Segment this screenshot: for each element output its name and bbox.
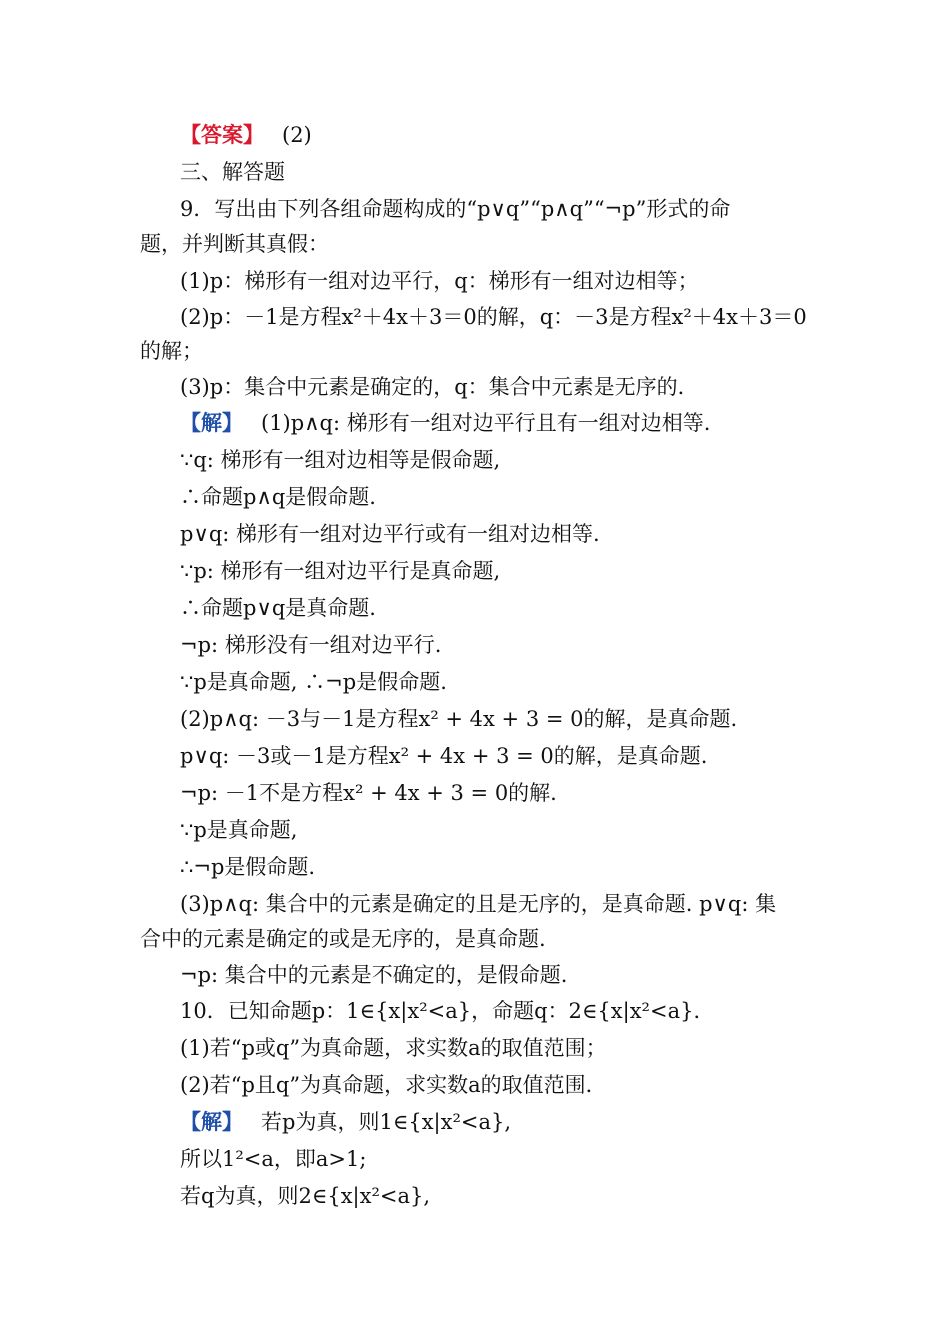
answer-line [180,120,860,150]
q9-solution-line: p∨q: 梯形有一组对边平行或有一组对边相等. [180,522,600,546]
q9-solution-line: 合中的元素是确定的或是无序的，是真命题. [140,927,546,951]
q10-stem: 10．已知命题p：1∈{x|x²<a}，命题q：2∈{x|x²<a}． [180,999,715,1023]
q10-item-2: (2)若“p且q”为真命题，求实数a的取值范围． [180,1073,607,1097]
answer-label: 【答案】 [180,122,264,147]
q9-stem-line-2: 题，并判断其真假： [140,232,329,256]
q9-solution-line-1 [180,408,860,438]
q9-solution-line: ∴命题p∨q是真命题. [180,596,376,620]
q10-solution-text: 若p为真，则1∈{x|x²<a}, [261,1110,512,1134]
q9-solution-line: ¬p: －1不是方程x² + 4x + 3 = 0的解. [180,781,557,805]
q10-item-1: (1)若“p或q”为真命题，求实数a的取值范围； [180,1036,607,1060]
q9-item-3: (3)p：集合中元素是确定的，q：集合中元素是无序的． [180,375,699,399]
section-title: 三、解答题 [180,160,285,184]
q9-solution-text: (1)p∧q: 梯形有一组对边平行且有一组对边相等. [261,411,711,435]
q9-solution-line: ∵p: 梯形有一组对边平行是真命题, [180,559,501,583]
q9-solution-line: ∵p是真命题, ∴¬p是假命题. [180,670,447,694]
q9-solution-line: ∴¬p是假命题. [180,855,316,879]
q9-solution-line: ¬p: 集合中的元素是不确定的，是假命题. [180,963,568,987]
q10-solution-line-1 [180,1107,860,1137]
q10-solution-line: 若q为真，则2∈{x|x²<a}, [180,1184,431,1208]
q9-solution-label: 【解】 [180,410,243,435]
q9-solution-line: (3)p∧q: 集合中的元素是确定的且是无序的，是真命题. p∨q: 集 [180,892,777,916]
q9-solution-line: (2)p∧q: －3与－1是方程x² + 4x + 3 = 0的解，是真命题. [180,707,738,731]
q9-solution-line: ¬p: 梯形没有一组对边平行. [180,633,442,657]
q9-item-2-line-2: 的解； [140,339,203,363]
q10-solution-line: 所以1²<a，即a>1; [180,1147,367,1171]
q10-solution-label: 【解】 [180,1109,243,1134]
q9-solution-line: ∴命题p∧q是假命题. [180,485,376,509]
q9-stem-line-1: 9．写出由下列各组命题构成的“p∨q”“p∧q”“¬p”形式的命 [180,197,731,221]
q9-solution-line: ∵p是真命题, [180,818,298,842]
q9-item-1: (1)p：梯形有一组对边平行，q：梯形有一组对边相等； [180,269,699,293]
answer-value: (2) [282,123,312,147]
q9-item-2-line-1: (2)p：－1是方程x²＋4x＋3＝0的解，q：－3是方程x²＋4x＋3＝0 [180,305,807,329]
q9-solution-line: p∨q: －3或－1是方程x² + 4x + 3 = 0的解，是真命题. [180,744,708,768]
q9-solution-line: ∵q: 梯形有一组对边相等是假命题, [180,448,501,472]
